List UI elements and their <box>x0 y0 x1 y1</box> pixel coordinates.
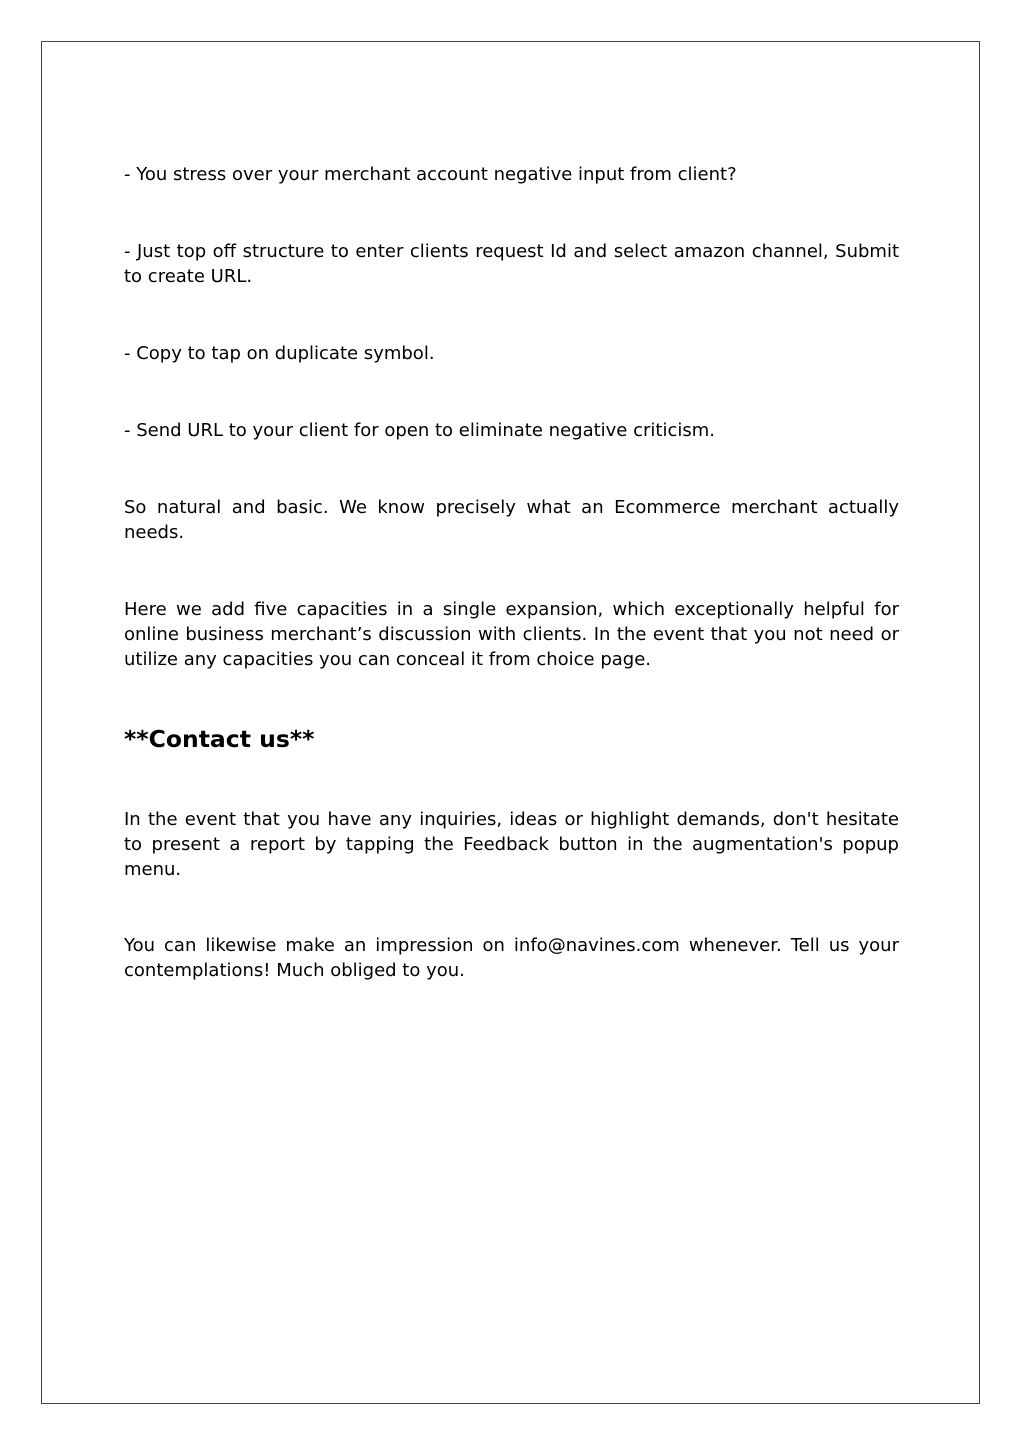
paragraph-natural-basic: So natural and basic. We know precisely what an Ecommerce merchant actually needs. <box>124 497 899 543</box>
paragraph-five-capacities: Here we add five capacities in a single expansion, which exceptionally helpful for online business merchant’s discussion with clients. In the event that you not need or utilize any capacities you can conceal it from choice page. <box>124 599 899 670</box>
paragraph-email-contact: You can likewise make an impression on info@navines.com whenever. Tell us your contemplations! Much obliged to you. <box>124 935 899 981</box>
paragraph-fill-form: - Just top off structure to enter clients request Id and select amazon channel, Submit to create URL. <box>124 241 899 287</box>
paragraph-send-url: - Send URL to your client for open to eliminate negative criticism. <box>124 420 715 441</box>
paragraph-merchant-stress: - You stress over your merchant account negative input from client? <box>124 164 737 185</box>
paragraph-inquiries: In the event that you have any inquiries, ideas or highlight demands, don't hesitate to present a report by tapping the Feedback button in the augmentation's popup menu. <box>124 809 899 880</box>
contact-heading: **Contact us** <box>124 725 315 753</box>
paragraph-copy: - Copy to tap on duplicate symbol. <box>124 343 435 364</box>
